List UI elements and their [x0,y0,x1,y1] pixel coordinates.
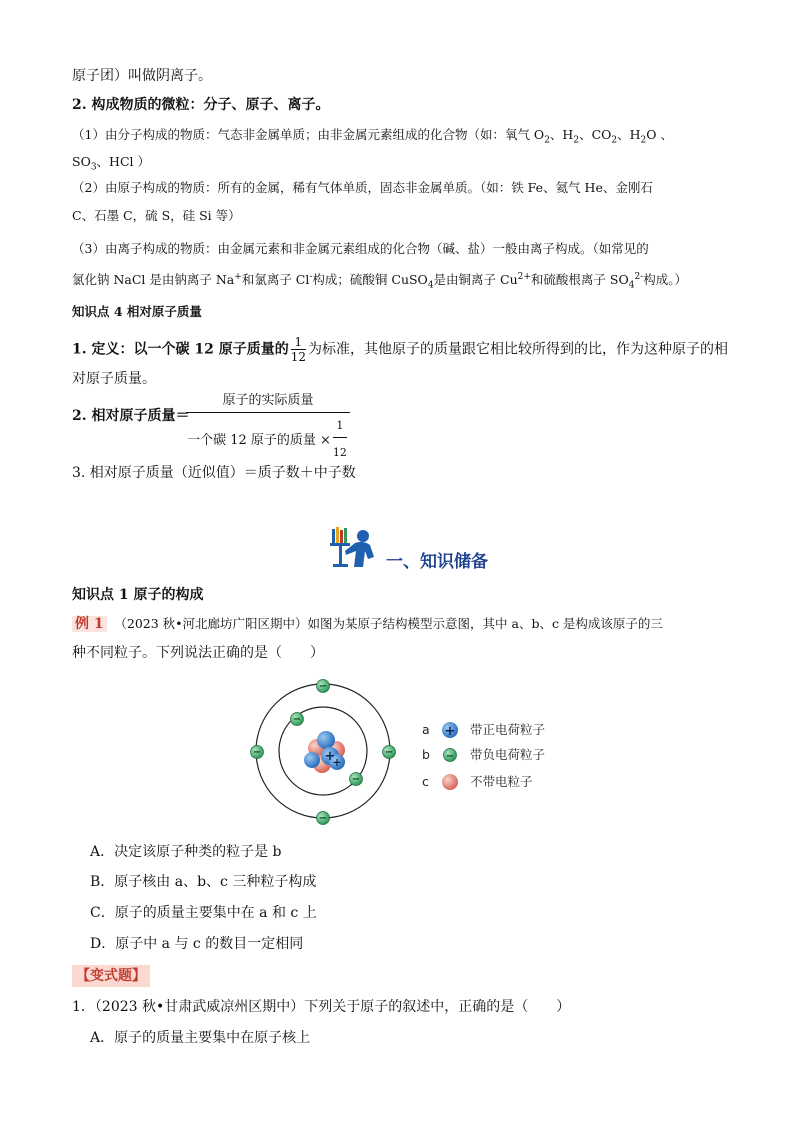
svg-text:不带电粒子: 不带电粒子 [470,774,533,789]
paragraph-atoms: （2）由原子构成的物质：所有的金属，稀有气体单质，固态非金属单质。（如：铁 Fe、氦气 He、金刚石 [72,180,653,195]
svg-text:带正电荷粒子: 带正电荷粒子 [470,722,546,737]
formula-fraction: 原子的实际质量 一个碳 12 原子的质量 × $\frac{1}{12}$ [186,392,350,464]
legend [422,722,545,790]
atom-model-diagram [240,676,560,828]
example-1: 例 1 （2023 秋•河北廊坊广阳区期中）如图为某原子结构模型示意图，其中 a、b、c 是构成该原子的三 [72,614,663,634]
formula-label: 2. 相对原子质量＝ [72,408,190,424]
variant-question-1: 1．（2023 秋•甘肃武威凉州区期中）下列关于原子的叙述中，正确的是（ ） [72,999,571,1015]
svg-text:−: − [351,774,361,785]
reader-icon [330,527,382,569]
option-c[interactable]: C．原子的质量主要集中在 a 和 c 上 [90,905,317,921]
example-1-cont: 种不同粒子。下列说法正确的是（ ） [72,645,324,661]
paragraph-ions: （3）由离子构成的物质：由金属元素和非金属元素组成的化合物（碱、盐）一般由离子构成。（如常见的 [72,241,649,256]
definition: 1. 定义：以一个碳 12 原子质量的 $\frac{1}{12}$ 为标准，其他原子的质量跟它相比较所得到的比，作为这种原子的相 [72,335,729,364]
text-line: 原子团）叫做阴离子。 [72,68,212,84]
svg-text:−: − [384,747,394,758]
section-title: 一、知识储备 [386,552,488,572]
example-label: 例 1 [72,616,107,632]
svg-text:+: + [324,749,336,764]
definition-cont: 对原子质量。 [72,371,156,387]
knowledge-point-4-title: 知识点 4 相对原子质量 [72,304,202,319]
variant-option-a[interactable]: A．原子的质量主要集中在原子核上 [90,1030,311,1046]
nucleus [304,731,345,773]
paragraph-ions-cont: 氯化钠 NaCl 是由钠离子 Na+和氯离子 Cl-构成；硫酸铜 CuSO$_4$是由铜离子 $Cu^{2+}$和硫酸根离子 $SO_4^{2-}$构成。） [72,271,687,291]
svg-text:+: + [332,756,342,769]
svg-text:带负电荷粒子: 带负电荷粒子 [470,747,546,762]
fraction: $\frac{1}{12}$ [290,335,307,364]
option-d[interactable]: D．原子中 a 与 c 的数目一定相同 [90,936,304,952]
svg-text:−: − [318,681,328,692]
svg-text:c: c [422,774,429,789]
knowledge-point-1-title: 知识点 1 原子的构成 [72,587,204,603]
option-a[interactable]: A．决定该原子种类的粒子是 b [90,844,282,860]
option-b[interactable]: B．原子核由 a、b、c 三种粒子构成 [90,874,317,890]
svg-text:+: + [444,724,456,739]
formula-approx: 3. 相对原子质量（近似值）＝质子数＋中子数 [72,465,356,481]
variant-label: 【变式题】 [72,965,150,987]
svg-text:−: − [318,813,328,824]
svg-text:−: − [252,747,262,758]
svg-text:−: − [292,714,302,725]
list-item: 2. 构成物质的微粒：分子、原子、离子。 [72,97,330,113]
paragraph-atoms-cont: C、石墨 C，硫 S，硅 Si 等） [72,208,241,223]
svg-text:b: b [422,747,430,762]
paragraph-molecules: （1）由分子构成的物质：气态非金属单质；由非金属元素组成的化合物（如：氧气 $O_2$、$H_2$、$CO_2$、$H_2O$ 、 [72,127,673,146]
svg-text:a: a [422,722,430,737]
svg-text:−: − [445,751,455,762]
paragraph-molecules-cont: $SO_3$、HCl ） [72,154,150,173]
